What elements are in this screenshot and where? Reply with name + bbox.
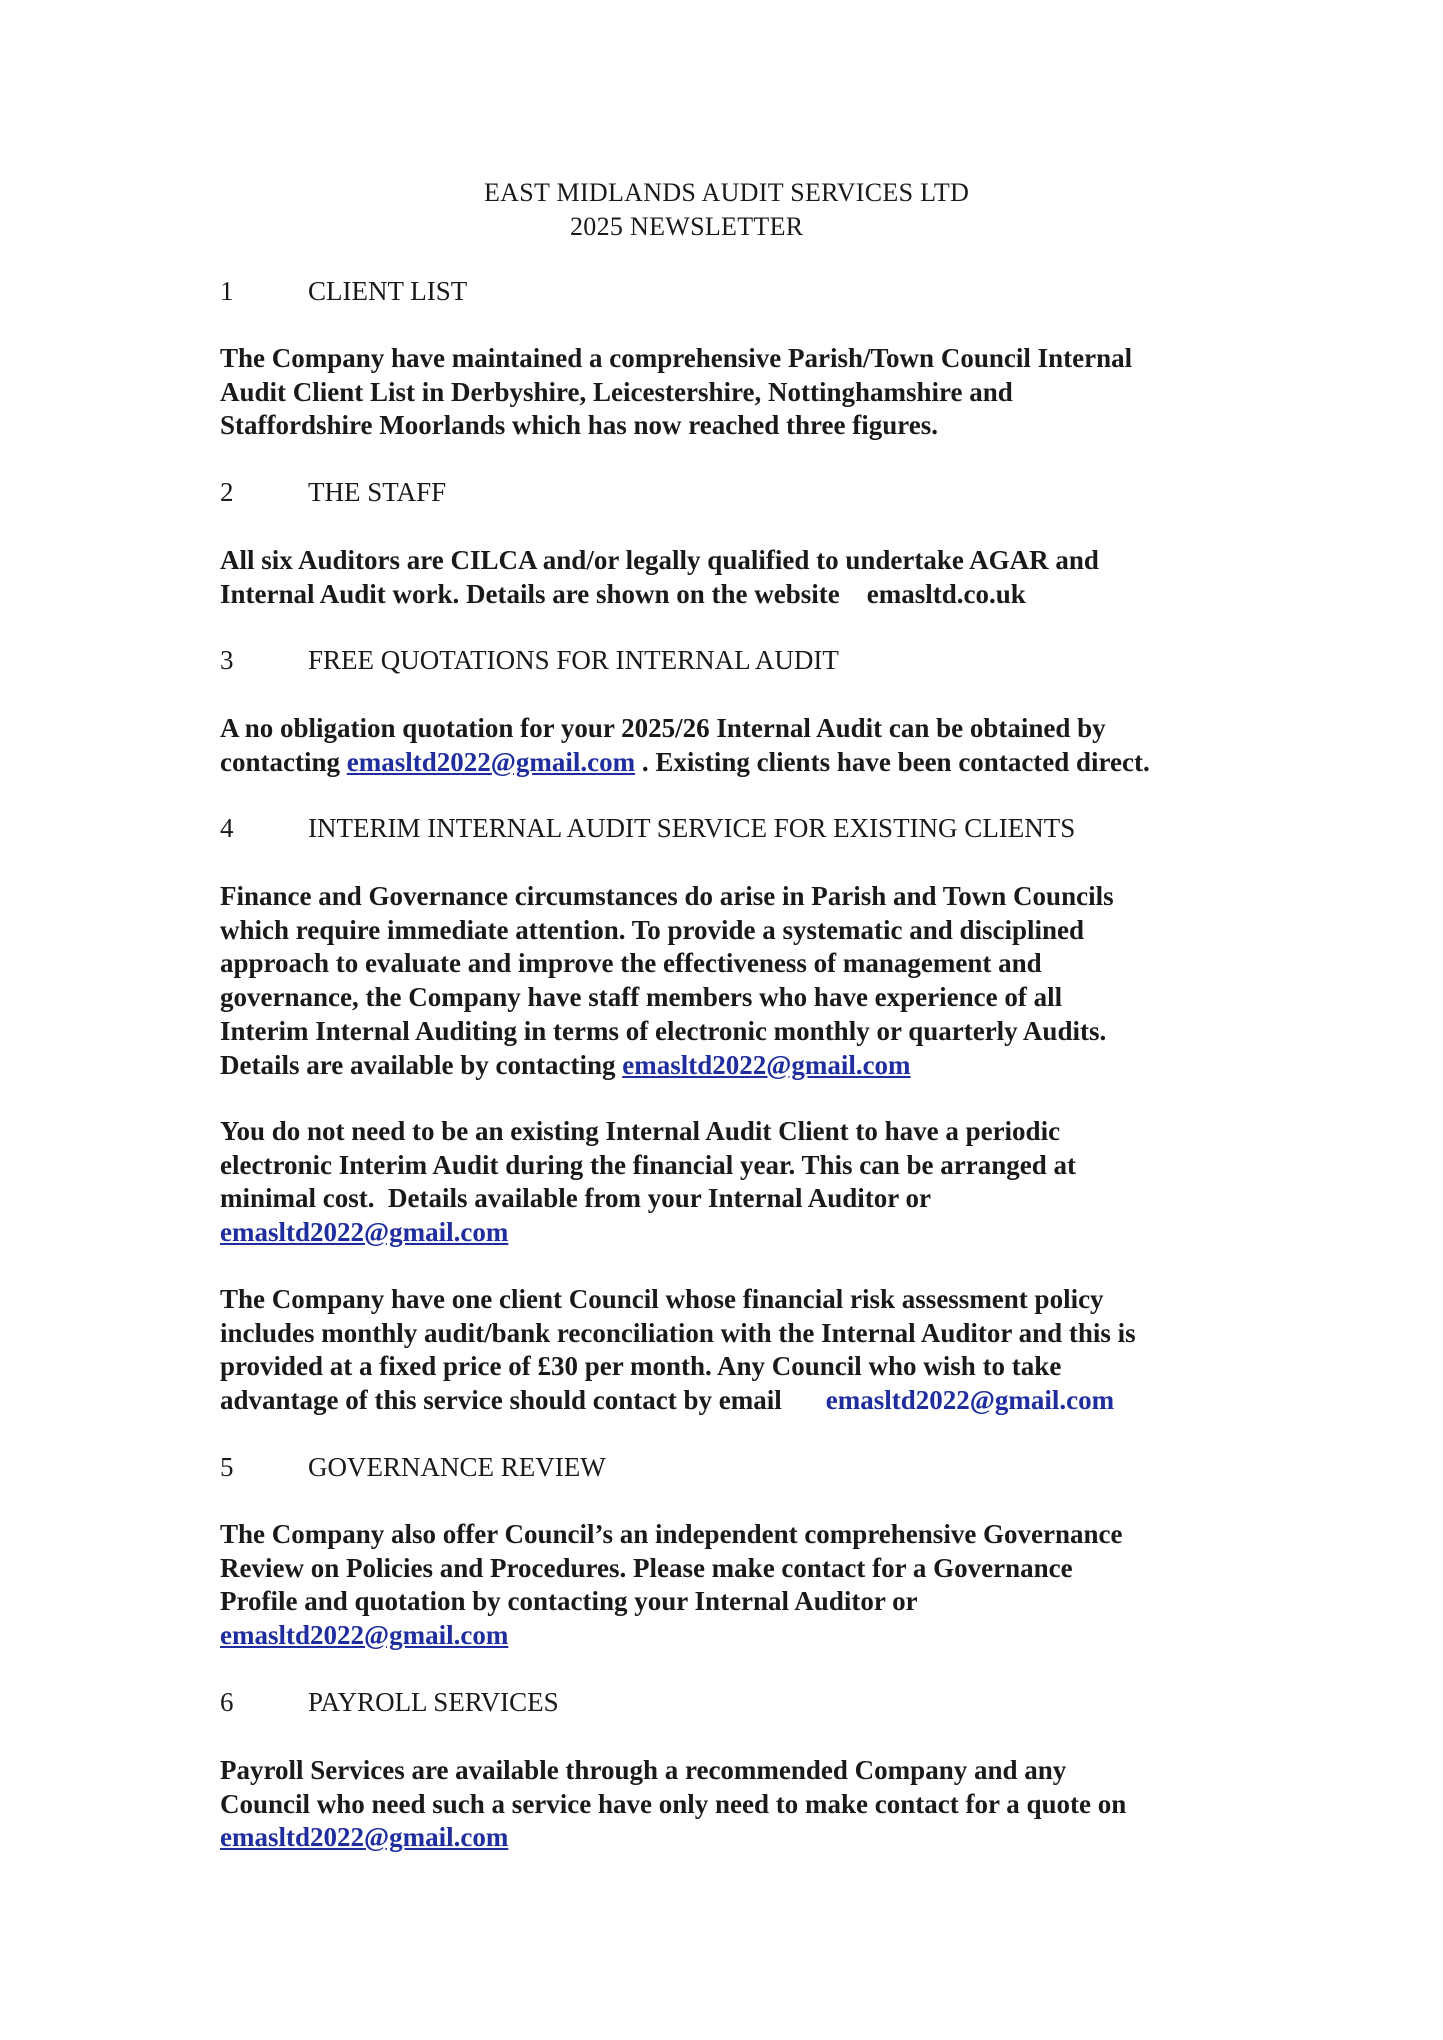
section-title: CLIENT LIST <box>308 276 468 306</box>
section-number: 4 <box>220 813 234 843</box>
text-line: electronic Interim Audit during the financial year. This can be arranged at <box>220 1149 1076 1180</box>
staff-paragraph <box>220 544 1260 611</box>
text-line: approach to evaluate and improve the effectiveness of management and <box>220 948 1042 979</box>
text-line <box>220 1049 1260 1083</box>
payroll-paragraph <box>220 1754 1260 1855</box>
text-line: minimal cost. Details available from your Internal Auditor or <box>220 1183 931 1214</box>
text-line: A no obligation quotation for your 2025/26 Internal Audit can be obtained by <box>220 713 1106 743</box>
text-line: Staffordshire Moorlands which has now reached three figures. <box>220 410 939 441</box>
interim-paragraph-1 <box>220 880 1260 1082</box>
email-link[interactable]: emasltd2022@gmail.com <box>220 1822 509 1853</box>
section-heading-free-quotations <box>220 645 839 676</box>
text-line: Profile and quotation by contacting your Internal Auditor or <box>220 1586 918 1617</box>
section-number: 1 <box>220 276 234 306</box>
text-line: Interim Internal Auditing in terms of electronic monthly or quarterly Audits. <box>220 1015 1107 1046</box>
section-title: PAYROLL SERVICES <box>308 1687 559 1717</box>
section-title: FREE QUOTATIONS FOR INTERNAL AUDIT <box>308 645 839 675</box>
section-heading-the-staff <box>220 477 446 508</box>
email-link[interactable]: emasltd2022@gmail.com <box>346 746 636 777</box>
email-link[interactable]: emasltd2022@gmail.com <box>220 1217 509 1248</box>
section-heading-payroll-services <box>220 1687 559 1718</box>
text-line: includes monthly audit/bank reconciliation with the Internal Auditor and this is <box>220 1317 1136 1348</box>
text-line: Finance and Governance circumstances do arise in Parish and Town Councils <box>220 881 1114 911</box>
section-number: 6 <box>220 1687 234 1717</box>
governance-paragraph <box>220 1518 1260 1653</box>
section-number: 3 <box>220 645 234 675</box>
section-number: 2 <box>220 477 234 507</box>
text-line: Payroll Services are available through a recommended Company and any <box>220 1755 1067 1785</box>
text-line: Council who need such a service have only need to make contact for a quote on <box>220 1788 1127 1819</box>
text-line: Internal Audit work. Details are shown on the website emasltd.co.uk <box>220 578 1026 609</box>
text-line: The Company also offer Council’s an independent comprehensive Governance <box>220 1519 1123 1549</box>
text-line: provided at a fixed price of £30 per month. Any Council who wish to take <box>220 1351 1062 1382</box>
text-line: The Company have maintained a comprehensive Parish/Town Council Internal <box>220 343 1133 373</box>
section-title: THE STAFF <box>308 477 447 507</box>
text-line <box>220 1384 1260 1418</box>
section-title: INTERIM INTERNAL AUDIT SERVICE FOR EXISTING CLIENTS <box>308 813 1076 843</box>
section-number: 5 <box>220 1452 234 1482</box>
contact-suffix: . Existing clients have been contacted direct. <box>635 746 1150 777</box>
text-line: All six Auditors are CILCA and/or legally qualified to undertake AGAR and <box>220 545 1099 575</box>
text-line <box>220 1821 1260 1855</box>
quotations-paragraph <box>220 712 1260 779</box>
section-heading-client-list <box>220 276 467 307</box>
contact-prefix: contacting <box>220 746 347 777</box>
email-link[interactable]: emasltd2022@gmail.com <box>220 1620 509 1651</box>
text-line: governance, the Company have staff members who have experience of all <box>220 982 1063 1013</box>
interim-paragraph-3 <box>220 1283 1260 1418</box>
company-name: EAST MIDLANDS AUDIT SERVICES LTD <box>484 178 970 207</box>
text-line: The Company have one client Council whose financial risk assessment policy <box>220 1284 1104 1314</box>
text-line: You do not need to be an existing Internal Audit Client to have a periodic <box>220 1116 1061 1146</box>
section-heading-interim-audit <box>220 813 1075 844</box>
text-line: which require immediate attention. To provide a systematic and disciplined <box>220 914 1085 945</box>
section-heading-governance-review <box>220 1452 606 1483</box>
email-text: emasltd2022@gmail.com <box>825 1385 1115 1416</box>
interim-paragraph-2 <box>220 1115 1260 1250</box>
text-line <box>220 746 1260 780</box>
text-line: Review on Policies and Procedures. Please make contact for a Governance <box>220 1552 1073 1583</box>
client-list-paragraph <box>220 342 1260 443</box>
details-prefix: Details are available by contacting <box>220 1049 623 1080</box>
newsletter-title: 2025 NEWSLETTER <box>570 212 804 241</box>
advantage-text: advantage of this service should contact by email <box>220 1385 782 1416</box>
text-line <box>220 1619 1260 1653</box>
section-title: GOVERNANCE REVIEW <box>308 1452 606 1482</box>
email-link[interactable]: emasltd2022@gmail.com <box>622 1049 911 1080</box>
text-line: Audit Client List in Derbyshire, Leicestershire, Nottinghamshire and <box>220 376 1013 407</box>
text-line <box>220 1216 1260 1250</box>
